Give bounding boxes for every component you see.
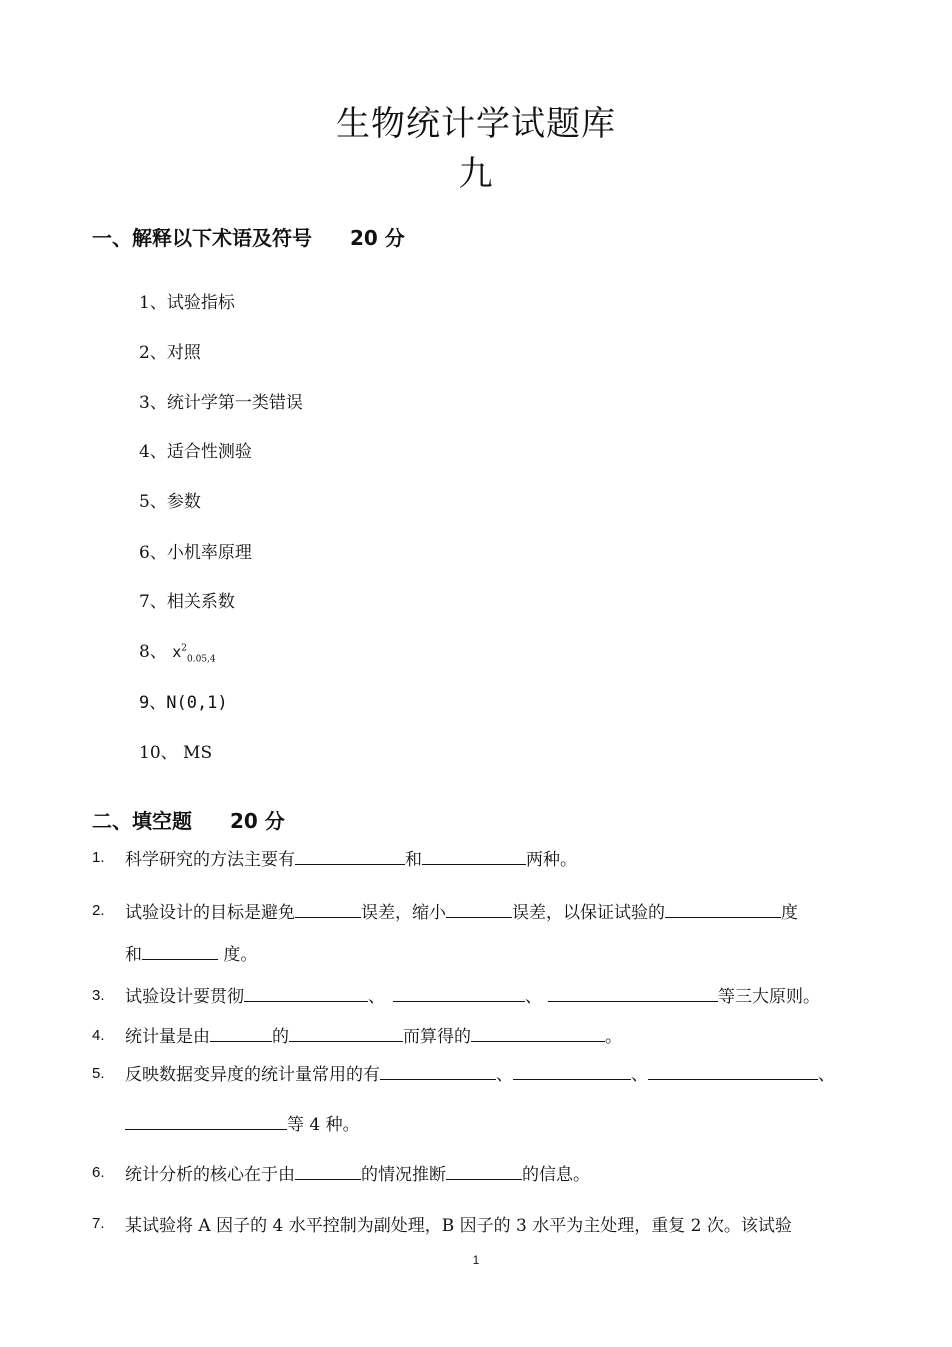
section1-points: 20 分 <box>350 226 405 250</box>
q2-part-c: 误差，以保证试验的 <box>512 903 665 923</box>
q2-part-a: 试验设计的目标是避免 <box>125 903 295 923</box>
section2-title: 二、填空题 <box>92 809 192 833</box>
q1-blank-1[interactable] <box>295 848 405 865</box>
q5-text-line2 <box>125 1110 360 1135</box>
q4-blank-1[interactable] <box>210 1025 272 1042</box>
q6-number: 6. <box>92 1164 105 1181</box>
q3-part-b: 、 <box>368 987 385 1007</box>
q2-number: 2. <box>92 902 105 919</box>
q6-blank-1[interactable] <box>295 1163 361 1180</box>
q4-blank-2[interactable] <box>289 1025 403 1042</box>
q7-number: 7. <box>92 1215 105 1232</box>
q3-blank-1[interactable] <box>244 985 368 1002</box>
q4-part-d: 。 <box>605 1027 622 1047</box>
q4-text <box>125 1022 622 1047</box>
term-7: 7、相关系数 <box>139 592 235 612</box>
q3-text <box>125 982 820 1007</box>
q4-part-b: 的 <box>272 1027 289 1047</box>
q6-part-c: 的信息。 <box>522 1165 590 1185</box>
section2-heading <box>92 805 285 834</box>
chi-square-subscript: 0.05,4 <box>187 654 216 665</box>
q2-part-b: 误差，缩小 <box>361 903 446 923</box>
q4-part-c: 而算得的 <box>403 1027 471 1047</box>
q3-blank-2[interactable] <box>393 985 525 1002</box>
chi-square-superscript: 2 <box>181 643 187 654</box>
q5-part-e: 等 4 种。 <box>287 1115 360 1135</box>
q5-part-d: 、 <box>818 1065 835 1085</box>
q5-part-a: 反映数据变异度的统计量常用的有 <box>125 1065 380 1085</box>
q5-number: 5. <box>92 1065 105 1082</box>
q2-part-d: 度 <box>781 903 798 923</box>
q1-part-b: 和 <box>405 850 422 870</box>
q5-blank-3[interactable] <box>648 1063 818 1080</box>
q5-blank-1[interactable] <box>380 1063 496 1080</box>
section2-points: 20 分 <box>230 809 285 833</box>
q7-text: 某试验将 A 因子的 4 水平控制为副处理，B 因子的 3 水平为主处理，重复 2 次。该试验 <box>125 1216 792 1236</box>
term-5: 5、参数 <box>139 492 201 512</box>
q2-text <box>125 898 798 923</box>
term-1: 1、试验指标 <box>139 293 235 313</box>
q4-part-a: 统计量是由 <box>125 1027 210 1047</box>
term-8-prefix: 8、 <box>139 642 167 662</box>
q5-part-c: 、 <box>631 1065 648 1085</box>
q1-number: 1. <box>92 849 105 866</box>
term-4: 4、适合性测验 <box>139 442 252 462</box>
q5-text <box>125 1060 835 1085</box>
q1-blank-2[interactable] <box>422 848 526 865</box>
q3-part-a: 试验设计要贯彻 <box>125 987 244 1007</box>
section1-heading <box>92 222 405 251</box>
q5-blank-4[interactable] <box>125 1113 287 1130</box>
q1-part-c: 两种。 <box>526 850 577 870</box>
q1-text <box>125 845 577 870</box>
q6-blank-2[interactable] <box>446 1163 522 1180</box>
document-subtitle: 九 <box>458 154 494 194</box>
q3-number: 3. <box>92 987 105 1004</box>
q6-part-a: 统计分析的核心在于由 <box>125 1165 295 1185</box>
term-8 <box>139 637 216 664</box>
term-9: 9、N(0,1) <box>139 693 228 713</box>
term-3: 3、统计学第一类错误 <box>139 393 303 413</box>
section1-title: 一、解释以下术语及符号 <box>92 226 312 250</box>
q1-part-a: 科学研究的方法主要有 <box>125 850 295 870</box>
document-title: 生物统计学试题库 <box>336 104 616 144</box>
q4-blank-3[interactable] <box>471 1025 605 1042</box>
q2-blank-4[interactable] <box>142 943 218 960</box>
q5-part-b: 、 <box>496 1065 513 1085</box>
q2-blank-1[interactable] <box>295 901 361 918</box>
chi-square-symbol: x <box>172 643 182 661</box>
q2-blank-2[interactable] <box>446 901 512 918</box>
q2-text-line2 <box>125 940 257 965</box>
q3-part-d: 等三大原则。 <box>718 987 820 1007</box>
q5-blank-2[interactable] <box>513 1063 631 1080</box>
q4-number: 4. <box>92 1027 105 1044</box>
term-6: 6、小机率原理 <box>139 543 252 563</box>
q3-part-c: 、 <box>525 987 542 1007</box>
q2-blank-3[interactable] <box>665 901 781 918</box>
q6-part-b: 的情况推断 <box>361 1165 446 1185</box>
q6-text <box>125 1160 590 1185</box>
q3-blank-3[interactable] <box>548 985 718 1002</box>
term-10: 10、 MS <box>139 743 213 763</box>
q2-part-f: 度。 <box>218 945 258 965</box>
page-number: 1 <box>472 1253 480 1267</box>
q2-part-e: 和 <box>125 945 142 965</box>
term-2: 2、对照 <box>139 343 201 363</box>
